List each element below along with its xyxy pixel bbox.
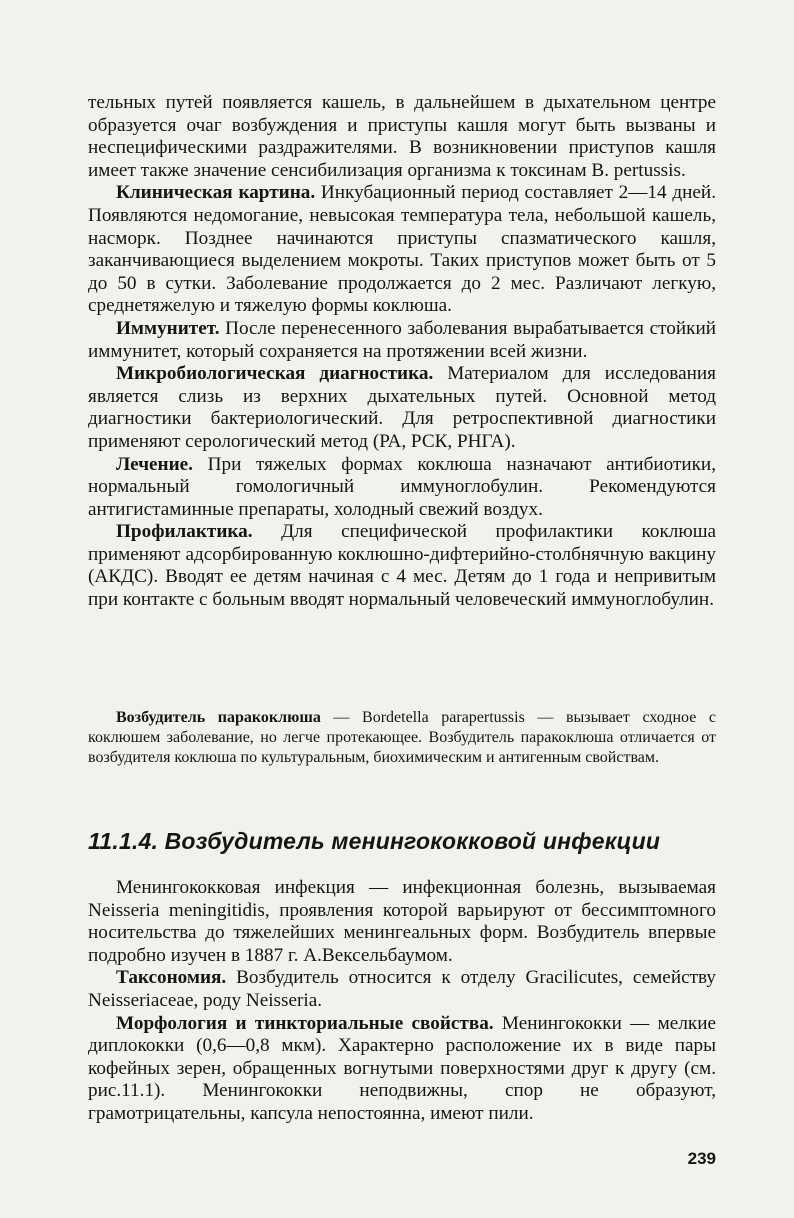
paragraph-taxonomy: Таксономия. Возбудитель относится к отделу Gracilicutes, семейству Neisseriaceae, роду Neisseria. [88, 967, 716, 1011]
run-in-heading: Морфология и тинкториальные свойства. [116, 1012, 494, 1034]
paragraph-intro: Менингококковая инфекция — инфекционная болезнь, вызываемая Neisseria meningitidis, проявления которой варьируют от бессимптомного носительства до тяжелейших менингеальных форм. Возбудитель впервые подробно изучен в 1887 г. А.Вексельбаумом. [88, 877, 716, 966]
run-in-heading: Микробиологическая диагностика. [116, 363, 434, 385]
section-text-block [88, 877, 716, 1126]
run-in-heading: Лечение. [116, 453, 193, 475]
run-in-heading: Клиническая картина. [116, 182, 316, 204]
paragraph-immunity: Иммунитет. После перенесенного заболевания вырабатывается стойкий иммунитет, который сохраняется на протяжении всей жизни. [88, 317, 716, 362]
paragraph-morphology: Морфология и тинкториальные свойства. Менингококки — мелкие диплококки (0,6—0,8 мкм). Характерно расположение их в виде пары кофейных зерен, обращенных вогнутыми поверхностями друг к другу (см. рис.11.1). Менингококки неподвижны, спор не образуют, грамотрицательны, капсула непостоянна, имеют пили. [88, 1012, 717, 1124]
run-in-heading: Возбудитель паракоклюша [116, 709, 321, 726]
paragraph-clinical-picture: Клиническая картина. Инкубационный период составляет 2—14 дней. Появляются недомогание, невысокая температура тела, небольшой кашель, насморк. Позднее начинаются приступы спазматического кашля, заканчивающиеся выделением мокроты. Таких приступов может быть от 5 до 50 в сутки. Заболевание продолжается до 2 мес. Различают легкую, среднетяжелую и тяжелую формы коклюша. [88, 182, 716, 317]
run-in-heading: Иммунитет. [116, 317, 220, 339]
section-title: 11.1.4. Возбудитель менингококковой инфекции [88, 828, 661, 854]
paragraph-continuation: тельных путей появляется кашель, в дальнейшем в дыхательном центре образуется очаг возбуждения и приступы кашля могут быть вызваны и неспецифическими раздражителями. В возникновении приступов кашля имеет также значение сенсибилизация организма к токсинам B. pertussis. [88, 92, 716, 181]
paragraph-prevention: Профилактика. Для специфической профилактики коклюша применяют адсорбированную коклюшно-дифтерийно-столбнячную вакцину (АКДС). Вводят ее детям начиная с 4 мес. Детям до 1 года и непривитым при контакте с больным вводят нормальный человеческий иммуноглобулин. [88, 521, 716, 611]
small-print-note [88, 708, 716, 769]
top-text-block [88, 92, 716, 612]
paragraph-diagnostics: Микробиологическая диагностика. Материалом для исследования является слизь из верхних дыхательных путей. Основной метод диагностики бактериологический. Для ретроспективной диагностики применяют серологический метод (РА, РСК, РНГА). [88, 363, 716, 452]
run-in-heading: Таксономия. [116, 967, 227, 989]
note-paragraph: Возбудитель паракоклюша — Bordetella parapertussis — вызывает сходное с коклюшем заболевание, но легче протекающее. Возбудитель паракоклюша отличается от возбудителя коклюша по культуральным, биохимическим и антигенным свойствам. [88, 709, 716, 767]
run-in-heading: Профилактика. [116, 521, 253, 543]
section-heading [88, 828, 716, 855]
page-number: 239 [687, 1149, 716, 1168]
paragraph-treatment: Лечение. При тяжелых формах коклюша назначают антибиотики, нормальный гомологичный иммуноглобулин. Рекомендуются антигистаминные препараты, холодный свежий воздух. [88, 453, 716, 520]
